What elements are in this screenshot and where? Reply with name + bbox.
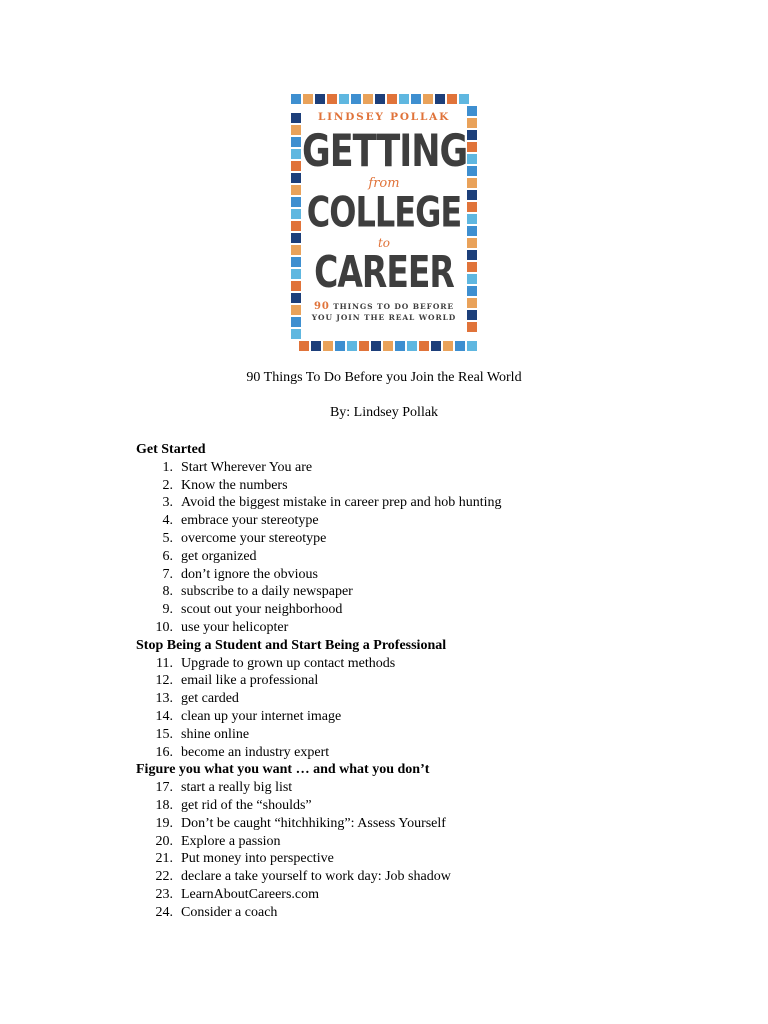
list-item	[136, 512, 736, 530]
list-item-number: 18.	[155, 797, 173, 813]
section-heading: Figure you what you want … and what you don’t	[136, 762, 430, 778]
list-item-text: don’t ignore the obvious	[181, 566, 319, 582]
list-item	[136, 797, 736, 815]
cover-tile	[339, 94, 349, 104]
cover-tile	[335, 341, 345, 351]
cover-tile	[291, 197, 301, 207]
list-item-text: LearnAboutCareers.com	[181, 886, 319, 902]
cover-tile	[407, 341, 417, 351]
cover-tile	[467, 214, 477, 224]
cover-tile	[291, 281, 301, 291]
list-item-text: clean up your internet image	[181, 708, 342, 724]
cover-tile	[467, 238, 477, 248]
cover-tile	[371, 341, 381, 351]
cover-tile	[375, 94, 385, 104]
cover-tile	[467, 298, 477, 308]
cover-author: LINDSEY POLLAK	[317, 111, 450, 123]
cover-tile	[467, 166, 477, 176]
cover-tile	[467, 130, 477, 140]
list-item	[136, 744, 736, 762]
list-item-text: Don’t be caught “hitchhiking”: Assess Yourself	[181, 815, 446, 831]
list-item-text: declare a take yourself to work day: Job shadow	[181, 869, 451, 885]
list-item-text: get carded	[181, 691, 239, 707]
cover-title-from: from	[368, 176, 400, 191]
cover-tile	[383, 341, 393, 351]
list-item-text: shine online	[181, 726, 250, 742]
list-item-text: subscribe to a daily newspaper	[181, 584, 353, 600]
list-item	[136, 566, 736, 584]
cover-tile	[291, 161, 301, 171]
cover-tile	[467, 142, 477, 152]
list-item-number: 17.	[155, 780, 173, 796]
list-item	[136, 886, 736, 904]
list-item	[136, 726, 736, 744]
book-cover	[290, 93, 478, 352]
cover-tile	[291, 113, 301, 123]
cover-tile	[387, 94, 397, 104]
cover-tile	[291, 269, 301, 279]
cover-title-college: COLLEGE	[306, 187, 462, 238]
list-item-number: 10.	[155, 619, 173, 635]
list-item-number: 9.	[162, 602, 173, 618]
cover-tile	[291, 221, 301, 231]
cover-tagline	[302, 301, 466, 323]
list-item-text: Start Wherever You are	[181, 459, 313, 475]
section-heading: Stop Being a Student and Start Being a Professional	[136, 637, 447, 653]
list-item-number: 4.	[162, 513, 173, 529]
cover-tile	[467, 178, 477, 188]
cover-inner	[302, 105, 466, 340]
cover-tagline-line1: THINGS TO DO BEFORE	[333, 302, 455, 311]
list-item-number: 3.	[162, 495, 173, 511]
list-item-text: Consider a coach	[181, 904, 278, 920]
cover-tile	[303, 94, 313, 104]
list-item	[136, 601, 736, 619]
list-item	[136, 904, 736, 922]
list-item-number: 22.	[155, 869, 173, 885]
list-item-number: 8.	[162, 584, 173, 600]
list-item-text: Avoid the biggest mistake in career prep and hob hunting	[181, 495, 502, 511]
cover-tile	[455, 341, 465, 351]
list-item-text: use your helicopter	[181, 619, 289, 635]
cover-tile	[323, 341, 333, 351]
list-item-number: 12.	[155, 673, 173, 689]
cover-tagline-number: 90	[313, 301, 330, 312]
cover-tile	[467, 322, 477, 332]
cover-title-getting: GETTING	[302, 126, 468, 178]
list-item-number: 19.	[155, 815, 173, 831]
document-byline: By: Lindsey Pollak	[329, 405, 439, 420]
list-item-text: scout out your neighborhood	[181, 602, 343, 618]
cover-tile	[291, 305, 301, 315]
cover-tagline-line2: YOU JOIN THE REAL WORLD	[311, 313, 457, 322]
cover-tile	[291, 209, 301, 219]
cover-tile	[423, 94, 433, 104]
cover-tile	[291, 293, 301, 303]
cover-tile	[443, 341, 453, 351]
list-item	[136, 459, 736, 477]
cover-title-to: to	[377, 236, 391, 250]
list-item	[136, 655, 736, 673]
cover-tile	[467, 202, 477, 212]
list-item-number: 15.	[155, 726, 173, 742]
list-item-number: 7.	[162, 566, 173, 582]
cover-title-career: CAREER	[314, 246, 454, 298]
list-item	[136, 815, 736, 833]
cover-tile	[467, 154, 477, 164]
list-item	[136, 708, 736, 726]
list-item-number: 14.	[155, 708, 173, 724]
cover-tile	[399, 94, 409, 104]
cover-tile	[363, 94, 373, 104]
cover-tile	[347, 341, 357, 351]
list-item-text: Upgrade to grown up contact methods	[181, 655, 396, 671]
list-item-text: get rid of the “shoulds”	[181, 797, 312, 813]
cover-tile	[291, 137, 301, 147]
cover-tile	[291, 317, 301, 327]
list-item-number: 5.	[162, 530, 173, 546]
cover-tile	[315, 94, 325, 104]
cover-tile	[351, 94, 361, 104]
list-item	[136, 619, 736, 637]
cover-tile	[395, 341, 405, 351]
list-item	[136, 494, 736, 512]
cover-tile	[291, 149, 301, 159]
cover-tile	[291, 245, 301, 255]
list-item-number: 21.	[155, 851, 173, 867]
list-item-text: become an industry expert	[181, 744, 330, 760]
cover-tile	[299, 341, 309, 351]
cover-tile	[419, 341, 429, 351]
document-body	[136, 441, 736, 922]
list-item-number: 11.	[156, 655, 173, 671]
list-item-text: get organized	[181, 548, 257, 564]
list-item-text: start a really big list	[181, 780, 293, 796]
cover-tile	[467, 286, 477, 296]
document-subtitle: 90 Things To Do Before you Join the Real World	[246, 370, 522, 385]
list-item-number: 24.	[155, 904, 173, 920]
cover-tile	[467, 106, 477, 116]
list-item	[136, 548, 736, 566]
list-item-text: Explore a passion	[181, 833, 281, 849]
list-item-number: 13.	[155, 691, 173, 707]
cover-tile	[459, 94, 469, 104]
list-item	[136, 530, 736, 548]
section-heading: Get Started	[136, 442, 206, 457]
cover-tile	[291, 125, 301, 135]
list-item	[136, 672, 736, 690]
list-item-text: embrace your stereotype	[181, 513, 319, 529]
cover-tile	[467, 190, 477, 200]
list-item-text: email like a professional	[181, 673, 319, 689]
cover-tile	[291, 94, 301, 104]
cover-tile	[359, 341, 369, 351]
cover-tile	[291, 257, 301, 267]
list-item-number: 1.	[162, 459, 173, 475]
cover-tile	[291, 233, 301, 243]
cover-tile	[467, 118, 477, 128]
list-item-number: 20.	[155, 833, 173, 849]
cover-tile	[467, 341, 477, 351]
list-item-text: overcome your stereotype	[181, 530, 327, 546]
list-item	[136, 868, 736, 886]
list-item-text: Know the numbers	[181, 477, 288, 493]
cover-tile	[291, 173, 301, 183]
list-item	[136, 850, 736, 868]
cover-tile	[327, 94, 337, 104]
cover-tile	[411, 94, 421, 104]
cover-tile	[467, 250, 477, 260]
list-item-text: Put money into perspective	[181, 851, 334, 867]
list-item-number: 23.	[155, 886, 173, 902]
cover-tile	[447, 94, 457, 104]
list-item	[136, 690, 736, 708]
list-item-number: 6.	[162, 548, 173, 564]
cover-tile	[291, 185, 301, 195]
list-item	[136, 833, 736, 851]
list-item	[136, 477, 736, 495]
cover-tile	[467, 310, 477, 320]
cover-tile	[291, 329, 301, 339]
list-item-number: 16.	[155, 744, 173, 760]
cover-tile	[431, 341, 441, 351]
cover-tile	[467, 262, 477, 272]
cover-tile	[311, 341, 321, 351]
list-item-number: 2.	[162, 477, 173, 493]
cover-tile	[467, 226, 477, 236]
list-item	[136, 583, 736, 601]
list-item	[136, 779, 736, 797]
cover-tile	[435, 94, 445, 104]
cover-tile	[467, 274, 477, 284]
